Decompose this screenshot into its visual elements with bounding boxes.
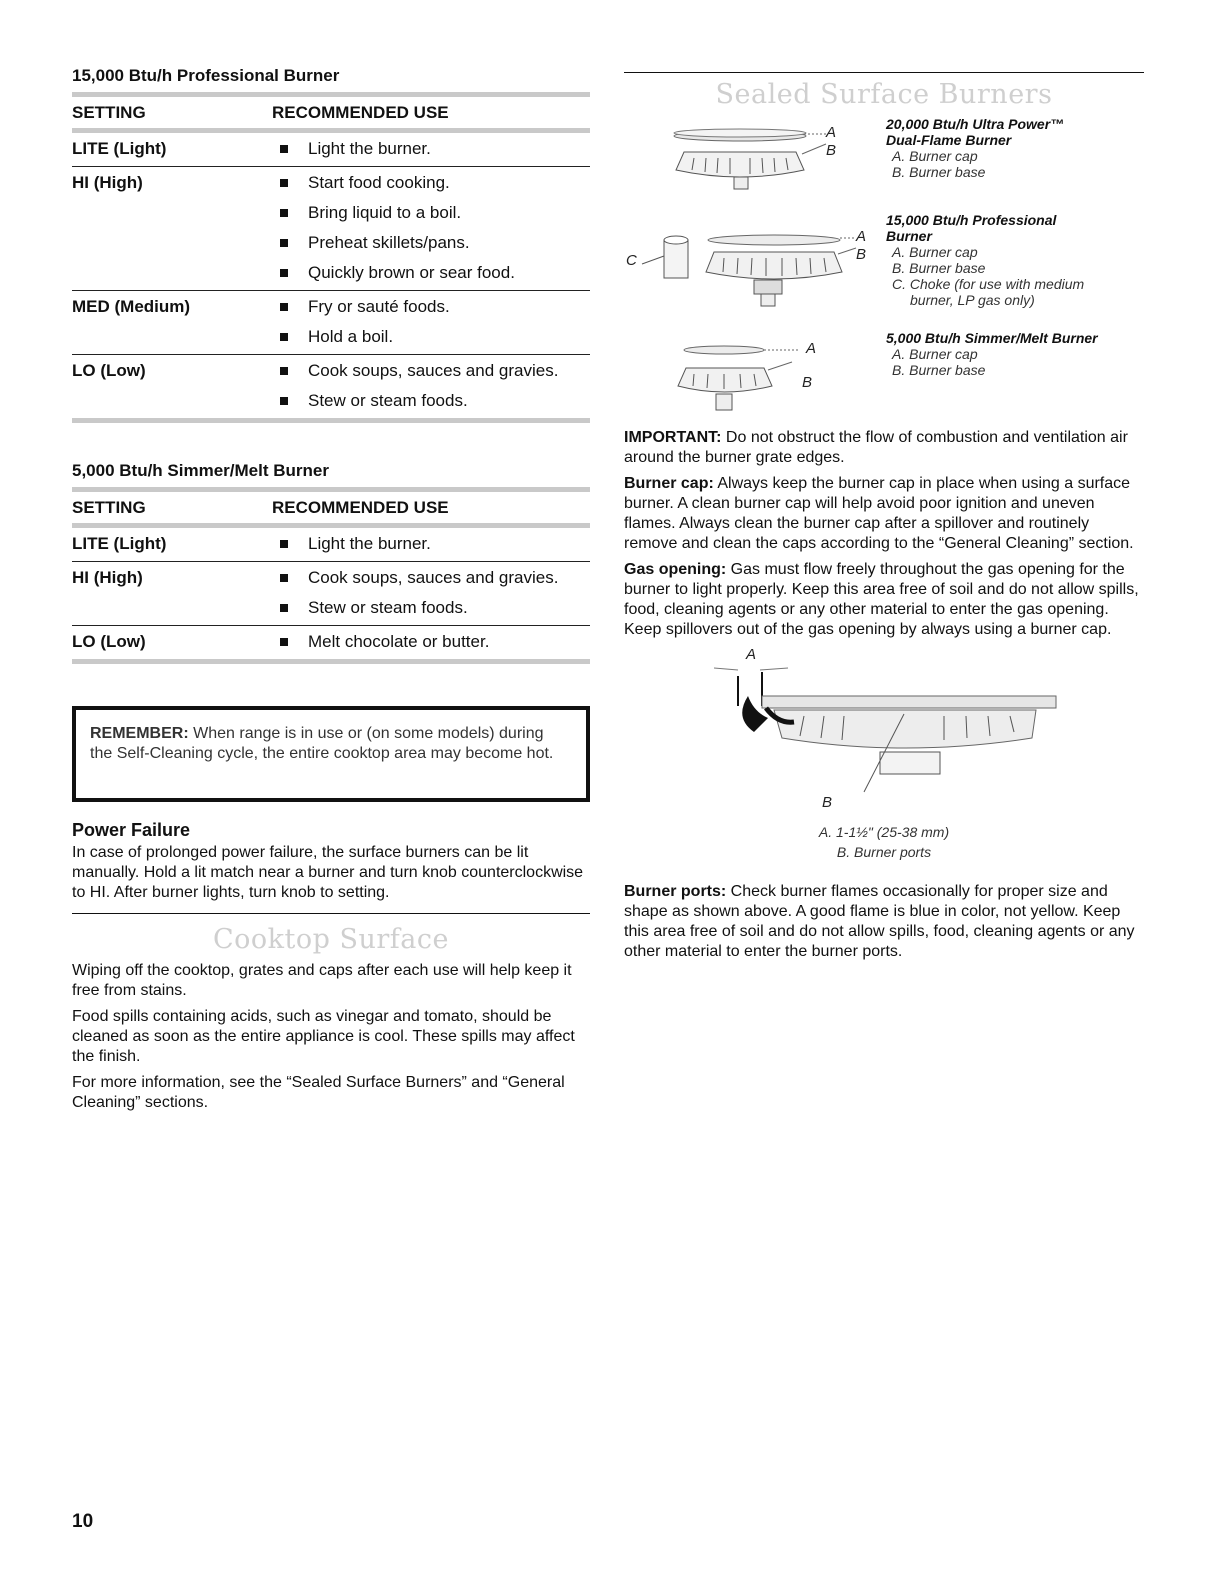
table-row xyxy=(72,626,590,662)
burner-title: 5,000 Btu/h Simmer/Melt Burner xyxy=(886,330,1098,346)
setting-cell: MED (Medium) xyxy=(72,291,272,355)
burner-ports-label: Burner ports: xyxy=(624,883,727,900)
sealed-burners-heading: Sealed Surface Burners xyxy=(715,79,1053,110)
settings-table-simmer xyxy=(72,487,590,664)
use-item: Stew or steam foods. xyxy=(272,598,590,618)
paragraph: Wiping off the cooktop, grates and caps after each use will help keep it free from stains. xyxy=(72,962,572,999)
setting-cell: LITE (Light) xyxy=(72,526,272,562)
burner-part: C. Choke (for use with medium xyxy=(892,276,1085,292)
table-title: 15,000 Btu/h Professional Burner xyxy=(72,66,340,85)
use-item: Cook soups, sauces and gravies. xyxy=(272,361,590,381)
gas-opening-label: Gas opening: xyxy=(624,561,727,578)
burner-part: A. Burner cap xyxy=(892,346,978,362)
burner-part: B. Burner base xyxy=(892,362,986,378)
burner-title: Dual-Flame Burner xyxy=(886,132,1012,148)
divider xyxy=(72,913,590,914)
burner-cap-label: Burner cap: xyxy=(624,475,714,492)
use-item: Stew or steam foods. xyxy=(272,391,590,411)
burner-ports-figure xyxy=(624,646,1144,882)
burner-caption xyxy=(886,212,1084,308)
use-item: Light the burner. xyxy=(272,534,590,554)
burner-ports-paragraph xyxy=(624,882,1144,962)
burner-title: Burner xyxy=(886,228,932,244)
burner-part: B. Burner base xyxy=(892,260,986,276)
label-a: A xyxy=(806,340,817,357)
left-column xyxy=(72,66,590,1119)
use-item: Fry or sauté foods. xyxy=(272,297,590,317)
burner-part: burner, LP gas only) xyxy=(910,292,1035,308)
table-row xyxy=(72,131,590,167)
paragraph: For more information, see the “Sealed Surface Burners” and “General Cleaning” sections. xyxy=(72,1074,565,1111)
table-row xyxy=(72,355,590,421)
label-b: B xyxy=(856,246,867,263)
use-item: Hold a boil. xyxy=(272,327,590,347)
important-text: Do not obstruct the flow of combustion and ventilation air around the burner grate edges. xyxy=(624,429,1128,466)
label-b: B xyxy=(822,794,833,811)
burner-cross-section-illustration xyxy=(714,662,1074,822)
setting-cell: HI (High) xyxy=(72,167,272,291)
figure-caption: B. Burner ports xyxy=(836,844,932,860)
burner-cap-text: Always keep the burner cap in place when using a surface burner. A clean burner cap will help avoid poor ignition and uneven flames. Always clean the burner cap after a spillover and routinely remove and clean the caps according to the “General Cleaning” section. xyxy=(624,475,1134,552)
use-item: Start food cooking. xyxy=(272,173,590,193)
use-item: Bring liquid to a boil. xyxy=(272,203,590,223)
table-row xyxy=(72,167,590,291)
label-c: C xyxy=(626,252,637,269)
setting-cell: LITE (Light) xyxy=(72,131,272,167)
right-column xyxy=(624,66,1144,968)
table-row xyxy=(72,291,590,355)
use-item: Preheat skillets/pans. xyxy=(272,233,590,253)
burner-figures xyxy=(624,116,1144,488)
remember-text: When range is in use or (on some models) during the Self-Cleaning cycle, the entire cooktop area may become hot. xyxy=(90,725,554,762)
burner-title: 15,000 Btu/h Professional xyxy=(886,212,1057,228)
simmer-burner-illustration xyxy=(674,330,854,430)
table-title: 5,000 Btu/h Simmer/Melt Burner xyxy=(72,461,329,480)
burner-ports-text: Check burner flames occasionally for proper size and shape as shown above. A good flame is blue in color, not yellow. Keep this area free of soil and do not allow spills, food, cleaning agents or any other material to enter the burner ports. xyxy=(624,883,1135,960)
label-b: B xyxy=(802,374,813,391)
table-row xyxy=(72,562,590,626)
professional-burner-illustration xyxy=(624,216,874,316)
use-item: Cook soups, sauces and gravies. xyxy=(272,568,590,588)
col-header-setting: SETTING xyxy=(72,95,272,131)
power-failure-text: In case of prolonged power failure, the surface burners can be lit manually. Hold a lit match near a burner and turn knob counterclockwise to HI. After burner lights, turn knob to setting. xyxy=(72,844,584,901)
setting-cell: LO (Low) xyxy=(72,626,272,662)
settings-table-professional xyxy=(72,92,590,423)
remember-label: REMEMBER: xyxy=(90,725,189,742)
divider xyxy=(624,72,1144,73)
use-item: Quickly brown or sear food. xyxy=(272,263,590,283)
label-a: A xyxy=(856,228,867,245)
use-item: Light the burner. xyxy=(272,139,590,159)
page-number: 10 xyxy=(72,1511,94,1532)
table-row xyxy=(72,526,590,562)
important-label: IMPORTANT: xyxy=(624,429,722,446)
setting-cell: LO (Low) xyxy=(72,355,272,421)
cooktop-surface-heading: Cooktop Surface xyxy=(213,924,449,955)
label-a: A xyxy=(746,646,757,663)
gas-opening-text: Gas must flow freely throughout the gas opening for the burner to light properly. Keep this area free of soil and do not allow spills, food, cleaning agents or any other material to enter the gas opening. Keep spillovers out of the gas opening by always using a burner cap. xyxy=(624,561,1139,638)
label-b: B xyxy=(826,142,837,159)
label-a: A xyxy=(826,124,837,141)
burner-part: A. Burner cap xyxy=(892,148,978,164)
burner-title: 20,000 Btu/h Ultra Power™ xyxy=(886,116,1065,132)
setting-cell: HI (High) xyxy=(72,562,272,626)
use-item: Melt chocolate or butter. xyxy=(272,632,590,652)
figure-caption: A. 1-1½" (25-38 mm) xyxy=(818,824,950,840)
col-header-setting: SETTING xyxy=(72,490,272,526)
gas-opening-paragraph xyxy=(624,560,1144,640)
paragraph: Food spills containing acids, such as vinegar and tomato, should be cleaned as soon as the entire appliance is cool. These spills may affect the finish. xyxy=(72,1008,575,1065)
col-header-use: RECOMMENDED USE xyxy=(272,95,590,131)
burner-caption xyxy=(886,116,1064,180)
power-failure-heading: Power Failure xyxy=(72,820,191,840)
burner-part: B. Burner base xyxy=(892,164,986,180)
burner-caption xyxy=(886,330,1098,378)
remember-callout xyxy=(72,706,590,802)
col-header-use: RECOMMENDED USE xyxy=(272,490,590,526)
burner-part: A. Burner cap xyxy=(892,244,978,260)
